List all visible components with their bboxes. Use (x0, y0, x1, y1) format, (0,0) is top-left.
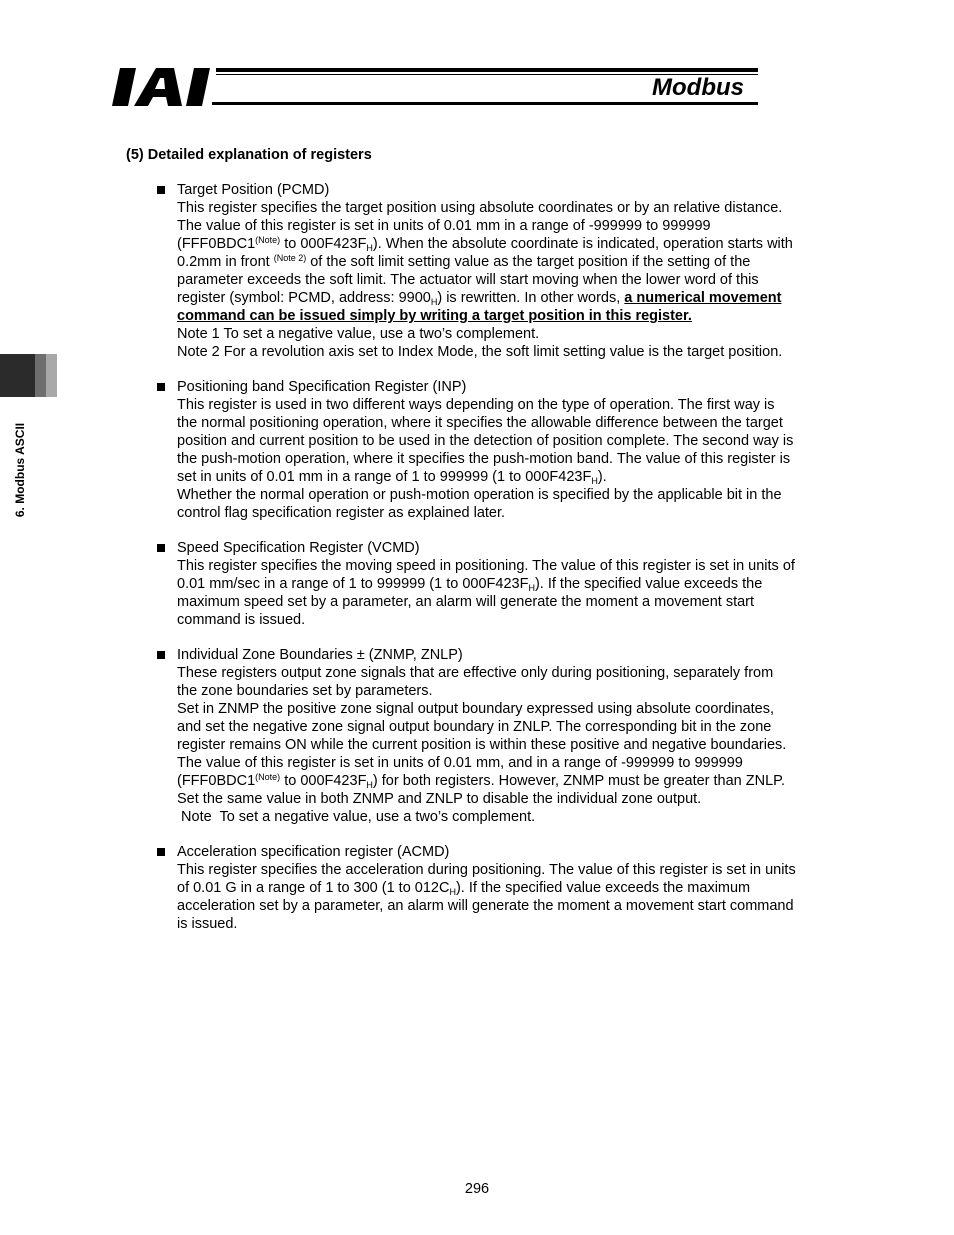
header-title: Modbus (652, 74, 744, 101)
register-item-acmd (157, 843, 847, 933)
page-number: 296 (464, 1181, 490, 1197)
iai-logo (112, 66, 212, 108)
square-bullet-icon (157, 651, 165, 659)
header-rule-top (216, 68, 758, 72)
register-description: These registers output zone signals that are effective only during positioning, separately from the zone boundaries set by parameters. Set in ZNMP the positive zone signal output boundary expressed using absolute coordinates, and set the negative zone signal output boundary in ZNLP. The corresponding bit in the zone register remains ON while the current position is within these positive and negative boundaries. The value of this register is set in units of 0.01 mm, and in a range of -999999 to 999999 ($FFF0BDC1^{(Note)}$ to $000F423F_H$) for both registers. However, ZNMP must be greater than ZNLP. Set the same value in both ZNMP and ZNLP to disable the individual zone output. (177, 665, 787, 807)
register-item-pcmd (157, 181, 847, 361)
logo-letter-i-right (186, 68, 210, 106)
register-description: This register specifies the target position using absolute coordinates or by an relative distance. The value of this register is set in units of 0.01 mm in a range of -999999 to 999999 ($FFF0BDC1^{(Note)}$ to $000F423F_H$). When the absolute coordinate is indicated, operation starts with 0.2mm in front $^{(Note 2)}$ of the soft limit setting value as the target position if the setting of the parameter exceeds the soft limit. The actuator will start moving when the lower word of this register (symbol: PCMD, address: $9900_H$) is rewritten. In other words, a numerical movement command can be issued simply by writing a target position in this register. (157, 199, 847, 325)
register-title: Speed Specification Register (VCMD) (157, 539, 847, 557)
side-tab-block-dark (0, 354, 35, 397)
side-tab-block-mid (35, 354, 46, 397)
register-title: Positioning band Specification Register (INP) (157, 378, 847, 396)
square-bullet-icon (157, 383, 165, 391)
side-tab-block-light (46, 354, 57, 397)
register-title: Individual Zone Boundaries ± (ZNMP, ZNLP) (157, 646, 847, 664)
register-description: This register specifies the moving speed in positioning. The value of this register is set in units of 0.01 mm/sec in a range of 1 to 999999 (1 to $000F423F_H$). If the specified value exceeds the maximum speed set by a parameter, an alarm will generate the moment a movement start command is issued. (177, 558, 795, 628)
register-item-zone (157, 646, 847, 826)
register-item-vcmd (157, 539, 847, 629)
square-bullet-icon (157, 848, 165, 856)
square-bullet-icon (157, 186, 165, 194)
note-2: Note 2 For a revolution axis set to Index Mode, the soft limit setting value is the target position. (177, 344, 783, 360)
register-title: Target Position (PCMD) (157, 181, 847, 199)
emphasized-text: a numerical movement (624, 290, 782, 306)
register-description: This register specifies the acceleration during positioning. The value of this register is set in units of 0.01 G in a range of 1 to 300 (1 to $012C_H$). If the specified value exceeds the maximum acceleration set by a parameter, an alarm will generate the moment a movement start command is issued. (177, 862, 796, 932)
register-list (157, 181, 847, 950)
emphasized-text: command can be issued simply by writing a target position in this register. (177, 308, 692, 324)
note-1: Note 1 To set a negative value, use a two’s complement. (177, 326, 540, 342)
section-heading: (5) Detailed explanation of registers (126, 147, 372, 163)
note: Note To set a negative value, use a two’s complement. (177, 809, 536, 825)
header-rule-bottom (212, 102, 758, 105)
register-item-inp (157, 378, 847, 522)
register-title: Acceleration specification register (ACMD) (157, 843, 847, 861)
register-description: This register is used in two different ways depending on the type of operation. The first way is the normal positioning operation, where it specifies the allowable difference between the target position and current position to be used in the detection of position complete. The second way is the push-motion operation, where it specifies the push-motion band. The value of this register is set in units of 0.01 mm in a range of 1 to 999999 (1 to $000F423F_H$). Whether the normal operation or push-motion operation is specified by the applicable bit in the control flag specification register as explained later. (177, 397, 794, 521)
side-chapter-label-text: 6. Modbus ASCII (13, 422, 27, 518)
logo-letter-i-left (112, 68, 136, 106)
square-bullet-icon (157, 544, 165, 552)
